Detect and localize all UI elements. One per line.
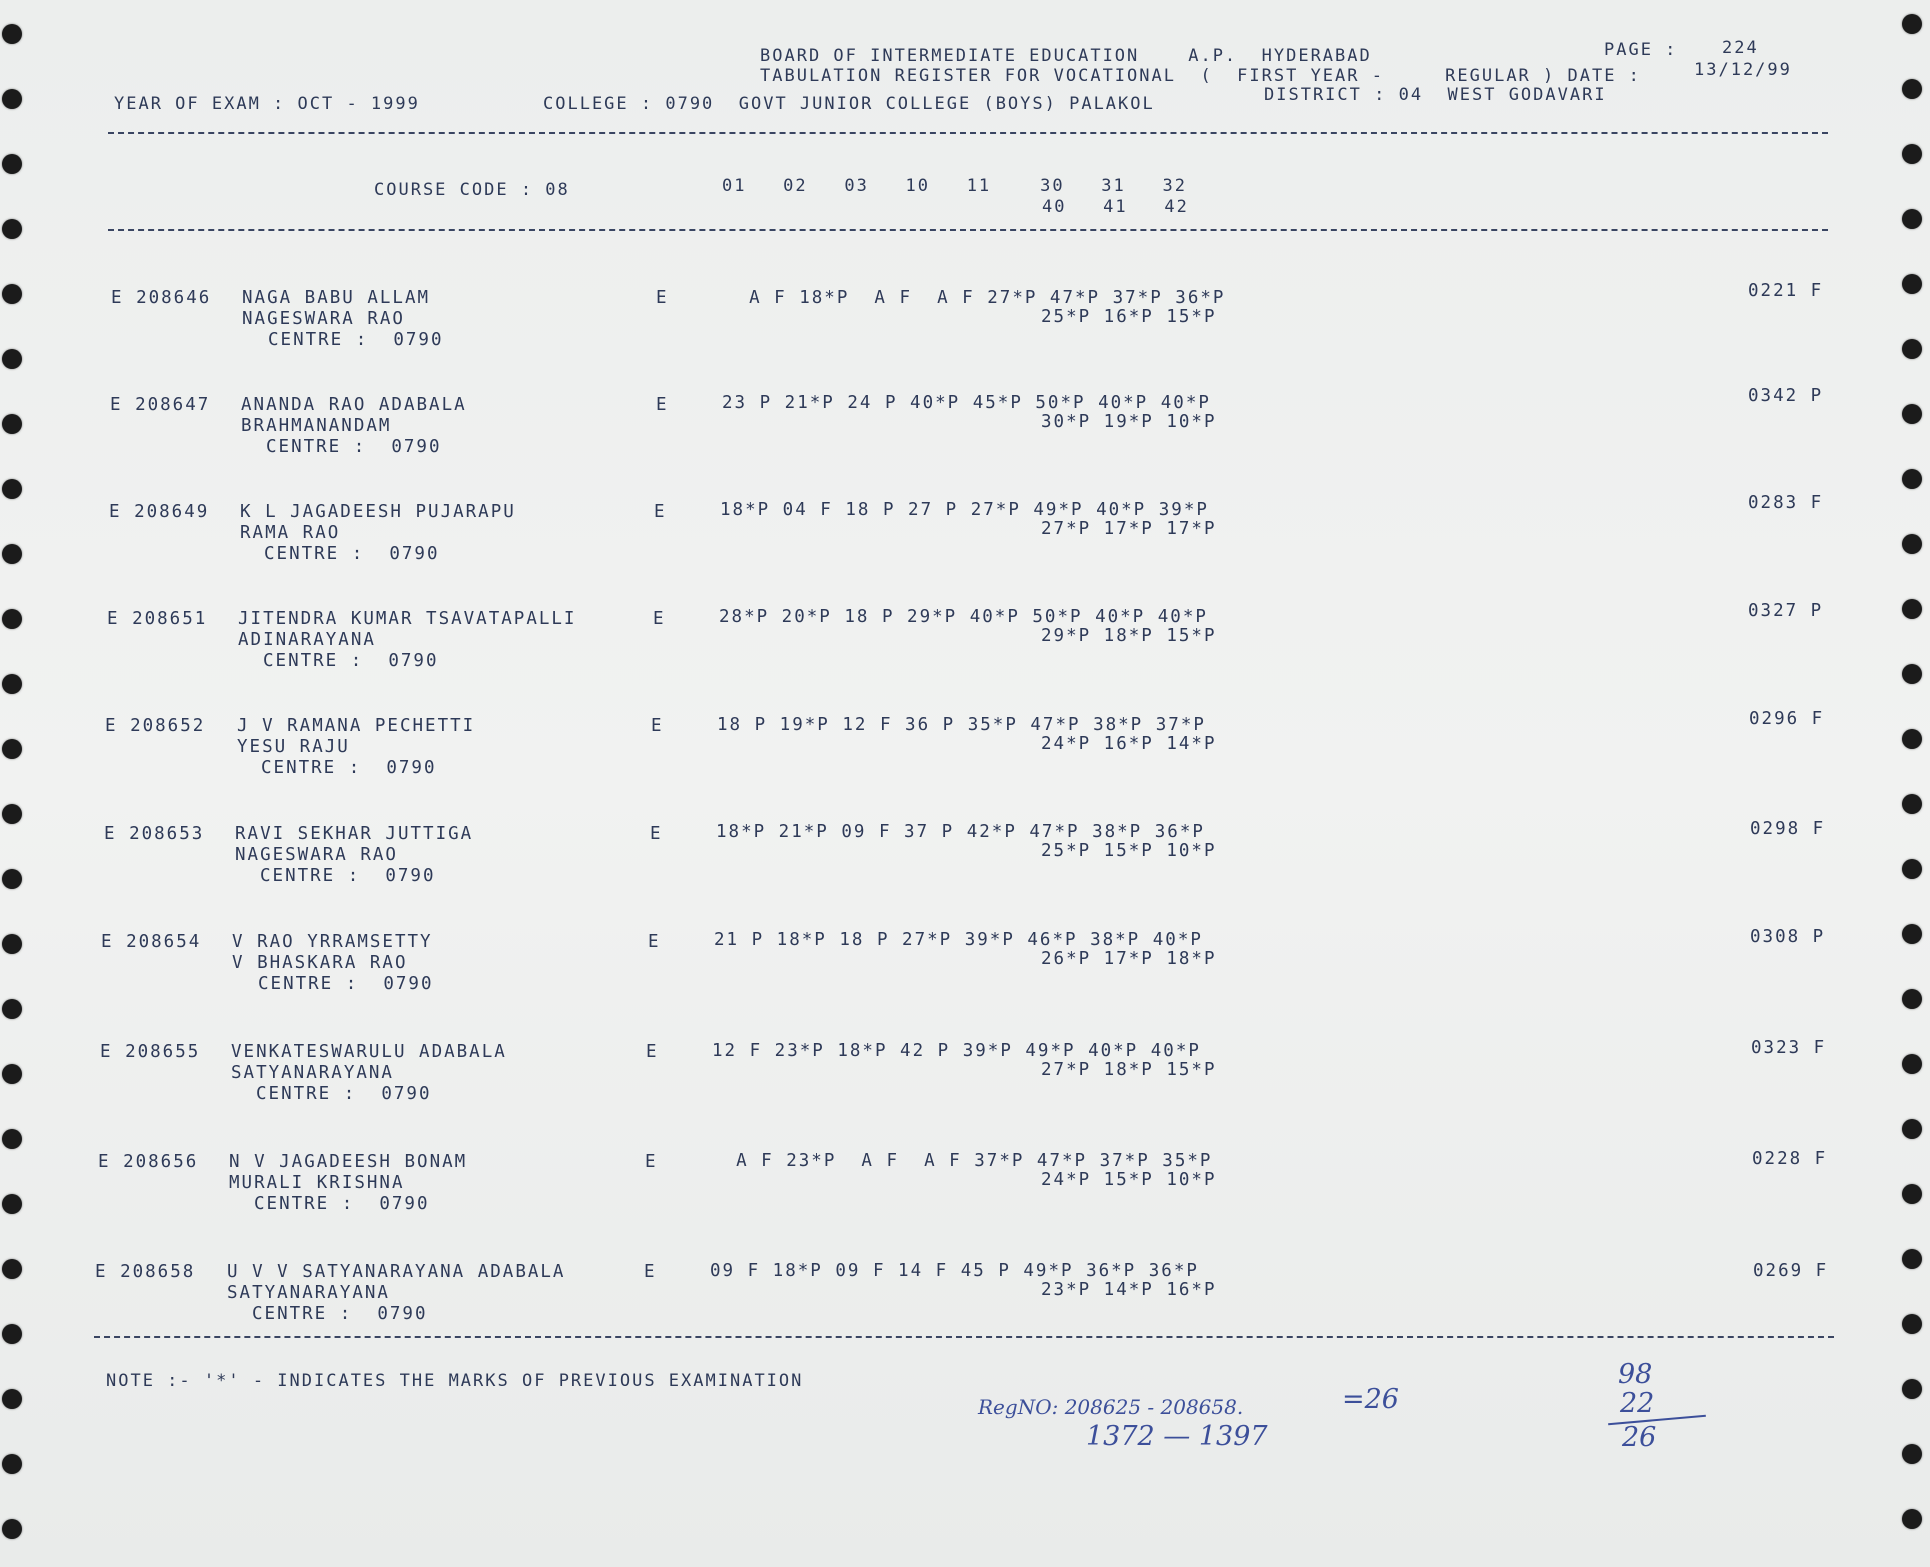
tractor-hole xyxy=(2,89,22,109)
total-result: 0327 P xyxy=(1748,601,1824,621)
medium: E xyxy=(653,609,666,629)
page-number: 224 xyxy=(1722,38,1759,58)
reg-number: E 208649 xyxy=(109,502,210,522)
student-record xyxy=(0,493,1930,610)
student-record xyxy=(0,709,1930,824)
total-result: 0298 F xyxy=(1750,819,1826,839)
reg-number: E 208652 xyxy=(105,716,206,736)
father-name: RAMA RAO xyxy=(240,523,341,543)
divider-bottom xyxy=(94,1336,1834,1338)
handwritten-fraction-top2: 22 xyxy=(1620,1388,1655,1419)
marks-row2: 29*P 18*P 15*P xyxy=(1041,626,1217,646)
course-code: COURSE CODE : 08 xyxy=(374,180,570,200)
student-name: V RAO YRRAMSETTY xyxy=(232,932,433,952)
marks-row1: 28*P 20*P 18 P 29*P 40*P 50*P 40*P 40*P xyxy=(719,607,1208,627)
student-record xyxy=(0,1262,1930,1370)
reg-number: E 208651 xyxy=(107,609,208,629)
reg-number: E 208646 xyxy=(111,288,212,308)
marks-row1: A F 18*P A F A F 27*P 47*P 37*P 36*P xyxy=(724,288,1226,308)
father-name: SATYANARAYANA xyxy=(227,1283,390,1303)
student-name: N V JAGADEESH BONAM xyxy=(229,1152,468,1172)
total-result: 0323 F xyxy=(1751,1038,1827,1058)
reg-number: E 208655 xyxy=(100,1042,201,1062)
medium: E xyxy=(656,288,669,308)
father-name: BRAHMANANDAM xyxy=(241,416,392,436)
handwritten-equals: =26 xyxy=(1342,1384,1399,1415)
marks-row1: 09 F 18*P 09 F 14 F 45 P 49*P 36*P 36*P xyxy=(710,1261,1199,1281)
marks-row2: 27*P 17*P 17*P xyxy=(1041,519,1217,539)
medium: E xyxy=(645,1152,658,1172)
reg-number: E 208658 xyxy=(95,1262,196,1282)
medium: E xyxy=(656,395,669,415)
student-name: J V RAMANA PECHETTI xyxy=(237,716,476,736)
marks-row1: 21 P 18*P 18 P 27*P 39*P 46*P 38*P 40*P xyxy=(714,930,1203,950)
student-record xyxy=(0,386,1930,503)
centre: CENTRE : 0790 xyxy=(256,1084,432,1104)
year-of-exam: YEAR OF EXAM : OCT - 1999 xyxy=(114,94,420,114)
marks-row1: 18*P 04 F 18 P 27 P 27*P 49*P 40*P 39*P xyxy=(720,500,1209,520)
total-result: 0342 P xyxy=(1748,386,1824,406)
centre: CENTRE : 0790 xyxy=(252,1304,428,1324)
medium: E xyxy=(650,824,663,844)
total-result: 0283 F xyxy=(1748,493,1824,513)
tractor-hole xyxy=(1902,1444,1922,1464)
marks-row1: 18 P 19*P 12 F 36 P 35*P 47*P 38*P 37*P xyxy=(717,715,1206,735)
father-name: ADINARAYANA xyxy=(238,630,376,650)
student-name: ANANDA RAO ADABALA xyxy=(241,395,467,415)
centre: CENTRE : 0790 xyxy=(260,866,436,886)
centre: CENTRE : 0790 xyxy=(268,330,444,350)
tractor-hole xyxy=(1902,79,1922,99)
tractor-hole xyxy=(2,154,22,174)
student-record xyxy=(0,927,1930,1040)
page-label: PAGE : xyxy=(1604,40,1678,60)
total-result: 0228 F xyxy=(1752,1149,1828,1169)
marks-row1: 23 P 21*P 24 P 40*P 45*P 50*P 40*P 40*P xyxy=(722,393,1211,413)
marks-row2: 25*P 16*P 15*P xyxy=(1041,307,1217,327)
medium: E xyxy=(651,716,664,736)
medium: E xyxy=(648,932,661,952)
tractor-hole xyxy=(2,24,22,44)
student-record xyxy=(0,819,1930,932)
marks-row2: 27*P 18*P 15*P xyxy=(1041,1060,1217,1080)
tractor-hole xyxy=(2,1519,22,1539)
student-name: NAGA BABU ALLAM xyxy=(242,288,431,308)
total-result: 0296 F xyxy=(1749,709,1825,729)
student-record xyxy=(0,601,1930,717)
tractor-hole xyxy=(2,1389,22,1409)
medium: E xyxy=(644,1262,657,1282)
father-name: NAGESWARA RAO xyxy=(235,845,398,865)
tractor-hole xyxy=(2,219,22,239)
reg-number: E 208656 xyxy=(98,1152,199,1172)
total-result: 0269 F xyxy=(1753,1261,1829,1281)
marks-row2: 24*P 16*P 14*P xyxy=(1041,734,1217,754)
divider-top xyxy=(108,132,1828,134)
register-date: 13/12/99 xyxy=(1694,60,1792,80)
handwritten-fraction-top1: 98 xyxy=(1618,1359,1653,1390)
tractor-hole xyxy=(1902,144,1922,164)
tractor-hole xyxy=(1902,209,1922,229)
centre: CENTRE : 0790 xyxy=(254,1194,430,1214)
register-title: TABULATION REGISTER FOR VOCATIONAL ( FIRST YEAR - REGULAR ) DATE : xyxy=(760,66,1641,86)
handwritten-fraction-bottom: 26 xyxy=(1622,1422,1657,1453)
tractor-hole xyxy=(1902,14,1922,34)
centre: CENTRE : 0790 xyxy=(258,974,434,994)
marks-row1: A F 23*P A F A F 37*P 47*P 37*P 35*P xyxy=(711,1151,1213,1171)
marks-row2: 25*P 15*P 10*P xyxy=(1041,841,1217,861)
tractor-hole xyxy=(2,1454,22,1474)
district-info: DISTRICT : 04 WEST GODAVARI xyxy=(1264,85,1607,105)
marks-row2: 30*P 19*P 10*P xyxy=(1041,412,1217,432)
handwritten-reg-range: RegNO: 208625 - 208658. xyxy=(978,1395,1244,1419)
reg-number: E 208647 xyxy=(110,395,211,415)
college-info: COLLEGE : 0790 GOVT JUNIOR COLLEGE (BOYS) PALAKOL xyxy=(543,94,1155,114)
father-name: SATYANARAYANA xyxy=(231,1063,394,1083)
student-name: VENKATESWARULU ADABALA xyxy=(231,1042,507,1062)
total-result: 0308 P xyxy=(1750,927,1826,947)
marks-row2: 26*P 17*P 18*P xyxy=(1041,949,1217,969)
student-record xyxy=(0,281,1930,396)
student-name: U V V SATYANARAYANA ADABALA xyxy=(227,1262,566,1282)
father-name: NAGESWARA RAO xyxy=(242,309,405,329)
student-record xyxy=(0,1149,1930,1260)
marks-row1: 18*P 21*P 09 F 37 P 42*P 47*P 38*P 36*P xyxy=(716,822,1205,842)
medium: E xyxy=(646,1042,659,1062)
medium: E xyxy=(654,502,667,522)
handwritten-serial-range: 1372 — 1397 xyxy=(1086,1421,1268,1452)
student-name: K L JAGADEESH PUJARAPU xyxy=(240,502,516,522)
total-result: 0221 F xyxy=(1748,281,1824,301)
student-name: JITENDRA KUMAR TSAVATAPALLI xyxy=(238,609,577,629)
subject-codes-row2: 40 41 42 xyxy=(1042,197,1189,217)
reg-number: E 208654 xyxy=(101,932,202,952)
tractor-hole xyxy=(1902,1379,1922,1399)
student-name: RAVI SEKHAR JUTTIGA xyxy=(235,824,474,844)
centre: CENTRE : 0790 xyxy=(264,544,440,564)
note-text: NOTE :- '*' - INDICATES THE MARKS OF PREVIOUS EXAMINATION xyxy=(106,1371,804,1391)
father-name: MURALI KRISHNA xyxy=(229,1173,405,1193)
reg-number: E 208653 xyxy=(104,824,205,844)
centre: CENTRE : 0790 xyxy=(263,651,439,671)
subject-codes-row1: 01 02 03 10 11 30 31 32 xyxy=(722,176,1187,196)
divider-header xyxy=(108,229,1828,231)
father-name: YESU RAJU xyxy=(237,737,350,757)
marks-row2: 23*P 14*P 16*P xyxy=(1041,1280,1217,1300)
centre: CENTRE : 0790 xyxy=(266,437,442,457)
marks-row2: 24*P 15*P 10*P xyxy=(1041,1170,1217,1190)
board-title: BOARD OF INTERMEDIATE EDUCATION A.P. HYDERABAD xyxy=(760,46,1372,66)
marks-row1: 12 F 23*P 18*P 42 P 39*P 49*P 40*P 40*P xyxy=(712,1041,1201,1061)
centre: CENTRE : 0790 xyxy=(261,758,437,778)
tractor-hole xyxy=(1902,1509,1922,1529)
student-record xyxy=(0,1038,1930,1150)
father-name: V BHASKARA RAO xyxy=(232,953,408,973)
